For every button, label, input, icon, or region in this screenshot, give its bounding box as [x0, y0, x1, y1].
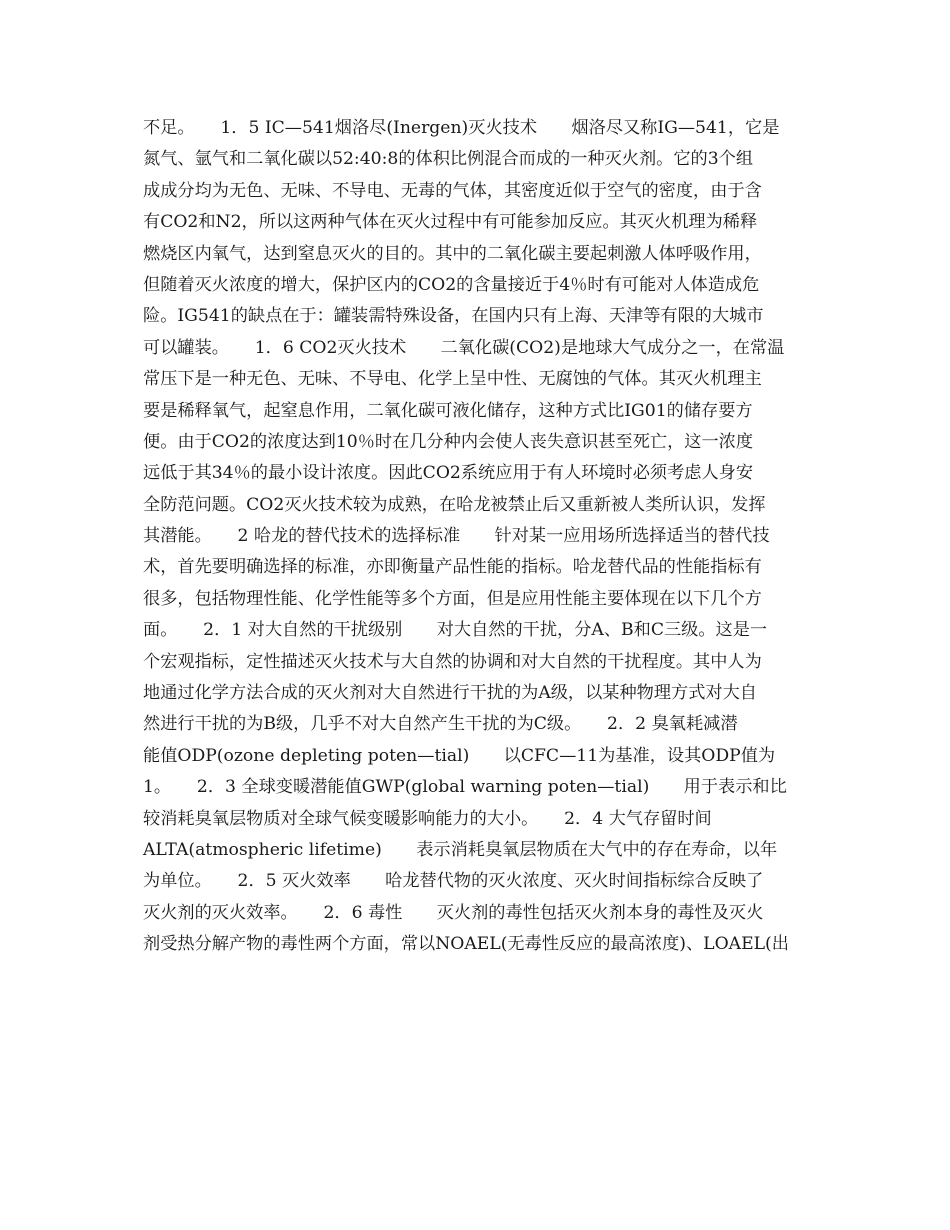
text-line: 其潜能。 2 哈龙的替代技术的选择标准 针对某一应用场所选择适当的替代技 — [143, 526, 770, 547]
text-line: 常压下是一种无色、无味、不导电、化学上呈中性、无腐蚀的气体。其灭火机理主 — [143, 369, 762, 390]
text-line: 成成分均为无色、无味、不导电、无毒的气体，其密度近似于空气的密度，由于含 — [143, 180, 762, 201]
text-line: 要是稀释氧气，起窒息作用，二氧化碳可液化储存，这种方式比IG01的储存要方 — [143, 400, 753, 421]
text-line: 灭火剂的灭火效率。 2．6 毒性 灭火剂的毒性包括灭火剂本身的毒性及灭火 — [143, 902, 764, 923]
text-line: 然进行干扰的为B级，几乎不对大自然产生干扰的为C级。 2．2 臭氧耗减潜 — [143, 714, 738, 735]
text-line: 燃烧区内氧气，达到窒息灭火的目的。其中的二氧化碳主要起刺激人体呼吸作用， — [143, 243, 762, 264]
text-line: 面。 2．1 对大自然的干扰级别 对大自然的干扰，分A、B和C三级。这是一 — [143, 620, 768, 641]
text-line: 远低于其34％的最小设计浓度。因此CO2系统应用于有人环境时必须考虑人身安 — [143, 463, 754, 484]
text-line: 但随着灭火浓度的增大，保护区内的CO2的含量接近于4％时有可能对人体造成危 — [143, 274, 760, 295]
text-line: 险。IG541的缺点在于：罐装需特殊设备，在国内只有上海、天津等有限的大城市 — [143, 306, 764, 327]
text-line: 有CO2和N2，所以这两种气体在灭火过程中有可能参加反应。其灭火机理为稀释 — [143, 212, 758, 233]
text-line: 术，首先要明确选择的标准，亦即衡量产品性能的指标。哈龙替代品的性能指标有 — [143, 557, 762, 578]
text-line: ALTA(atmospheric lifetime) 表示消耗臭氧层物质在大气中的存在寿命，以年 — [143, 839, 778, 860]
text-line: 便。由于CO2的浓度达到10％时在几分种内会使人丧失意识甚至死亡，这一浓度 — [143, 431, 754, 452]
text-line: 较消耗臭氧层物质对全球气候变暖影响能力的大小。 2．4 大气存留时间 — [143, 808, 712, 829]
text-line: 全防范问题。CO2灭火技术较为成熟，在哈龙被禁止后又重新被人类所认识，发挥 — [143, 494, 766, 515]
body-text — [143, 113, 815, 961]
text-line: 地通过化学方法合成的灭火剂对大自然进行干扰的为A级，以某种物理方式对大自 — [143, 683, 757, 704]
text-line: 为单位。 2．5 灭火效率 哈龙替代物的灭火浓度、灭火时间指标综合反映了 — [143, 871, 764, 892]
text-line: 不足。 1．5 IC—541烟洛尽(Inergen)灭火技术 烟洛尽又称IG—541，它是 — [143, 118, 780, 138]
text-line: 个宏观指标，定性描述灭火技术与大自然的协调和对大自然的干扰程度。其中人为 — [143, 651, 762, 672]
text-line: 剂受热分解产物的毒性两个方面，常以NOAEL(无毒性反应的最高浓度)、LOAEL(出 — [143, 934, 789, 955]
text-line: 氮气、氩气和二氧化碳以52:40:8的体积比例混合而成的一种灭火剂。它的3个组 — [143, 149, 754, 170]
text-line: 很多，包括物理性能、化学性能等多个方面，但是应用性能主要体现在以下几个方 — [143, 588, 762, 609]
text-line: 1。 2．3 全球变暖潜能值GWP(global warning poten—tial) 用于表示和比 — [143, 777, 787, 798]
text-line: 能值ODP(ozone depleting poten—tial) 以CFC—11为基准，设其ODP值为 — [143, 745, 776, 766]
text-line: 可以罐装。 1．6 CO2灭火技术 二氧化碳(CO2)是地球大气成分之一，在常温 — [143, 337, 785, 358]
